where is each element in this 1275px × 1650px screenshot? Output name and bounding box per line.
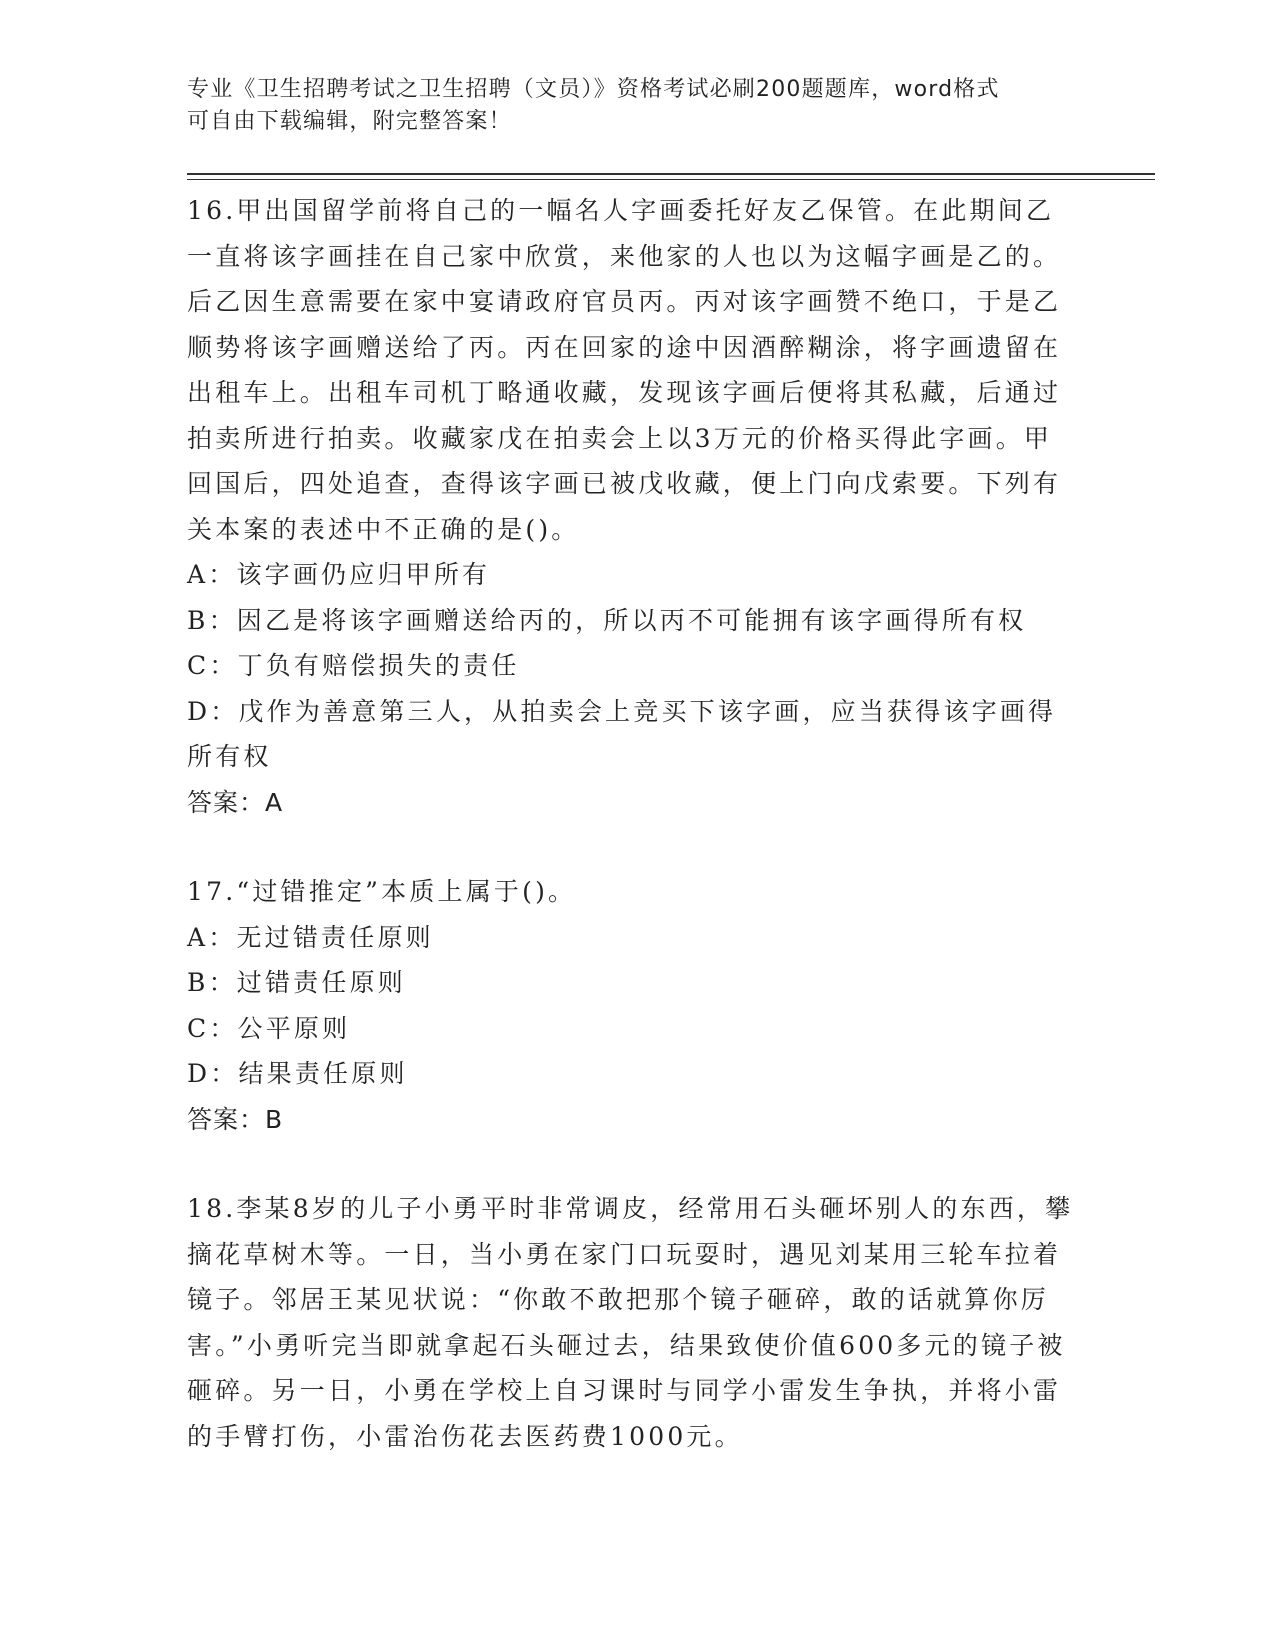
question-list	[187, 188, 1087, 1459]
option-b: B：因乙是将该字画赠送给丙的，所以丙不可能拥有该字画得所有权	[187, 605, 1027, 635]
option-d: D：戊作为善意第三人，从拍卖会上竞买下该字画，应当获得该字画得所有权	[187, 696, 1057, 771]
question-text: 17.“过错推定”本质上属于()。	[187, 877, 577, 906]
option-d: D：结果责任原则	[187, 1059, 408, 1088]
answer-label: 答案：B	[187, 1104, 284, 1134]
header-divider-thin	[187, 179, 1155, 180]
question-text: 18.李某8岁的儿子小勇平时非常调皮，经常用石头砸坏别人的东西，攀摘花草树木等。一日，当小勇在家门口玩耍时，遇见刘某用三轮车拉着镜子。邻居王某见状说：“你敢不敢把那个镜子砸碎，敢的话就算你厉害。”小勇听完当即就拿起石头砸过去，结果致使价值600多元的镜子被砸碎。另一日，小勇在学校上自习课时与同学小雷发生争执，并将小雷的手臂打伤，小雷治伤花去医药费1000元。	[187, 1194, 1074, 1451]
answer-label: 答案：A	[187, 787, 284, 817]
spacer	[187, 825, 1087, 869]
option-c: C：公平原则	[187, 1013, 351, 1043]
question-item-18	[187, 1186, 1087, 1459]
header-divider-thick	[187, 173, 1155, 175]
question-text: 16.甲出国留学前将自己的一幅名人字画委托好友乙保管。在此期间乙一直将该字画挂在自己家中欣赏，来他家的人也以为这幅字画是乙的。后乙因生意需要在家中宴请政府官员丙。丙对该字画赞不绝口，于是乙顺势将该字画赠送给了丙。丙在回家的途中因酒醉糊涂，将字画遗留在出租车上。出租车司机丁略通收藏，发现该字画后便将其私藏，后通过拍卖所进行拍卖。收藏家戊在拍卖会上以3万元的价格买得此字画。甲回国后，四处追查，查得该字画已被戊收藏，便上门向戊索要。下列有关本案的表述中不正确的是()。	[187, 196, 1062, 544]
header-line-1: 专业《卫生招聘考试之卫生招聘（文员）》资格考试必刷200题题库，word格式	[187, 77, 1000, 102]
option-a: A：无过错责任原则	[187, 922, 434, 952]
option-a: A：该字画仍应归甲所有	[187, 560, 491, 589]
question-item-17	[187, 869, 1087, 1142]
option-b: B：过错责任原则	[187, 968, 406, 997]
spacer	[187, 1142, 1087, 1186]
question-item-16	[187, 188, 1087, 825]
header-line-2: 可自由下载编辑，附完整答案！	[187, 109, 512, 134]
option-c: C：丁负有赔偿损失的责任	[187, 651, 520, 680]
document-header	[187, 74, 1067, 138]
